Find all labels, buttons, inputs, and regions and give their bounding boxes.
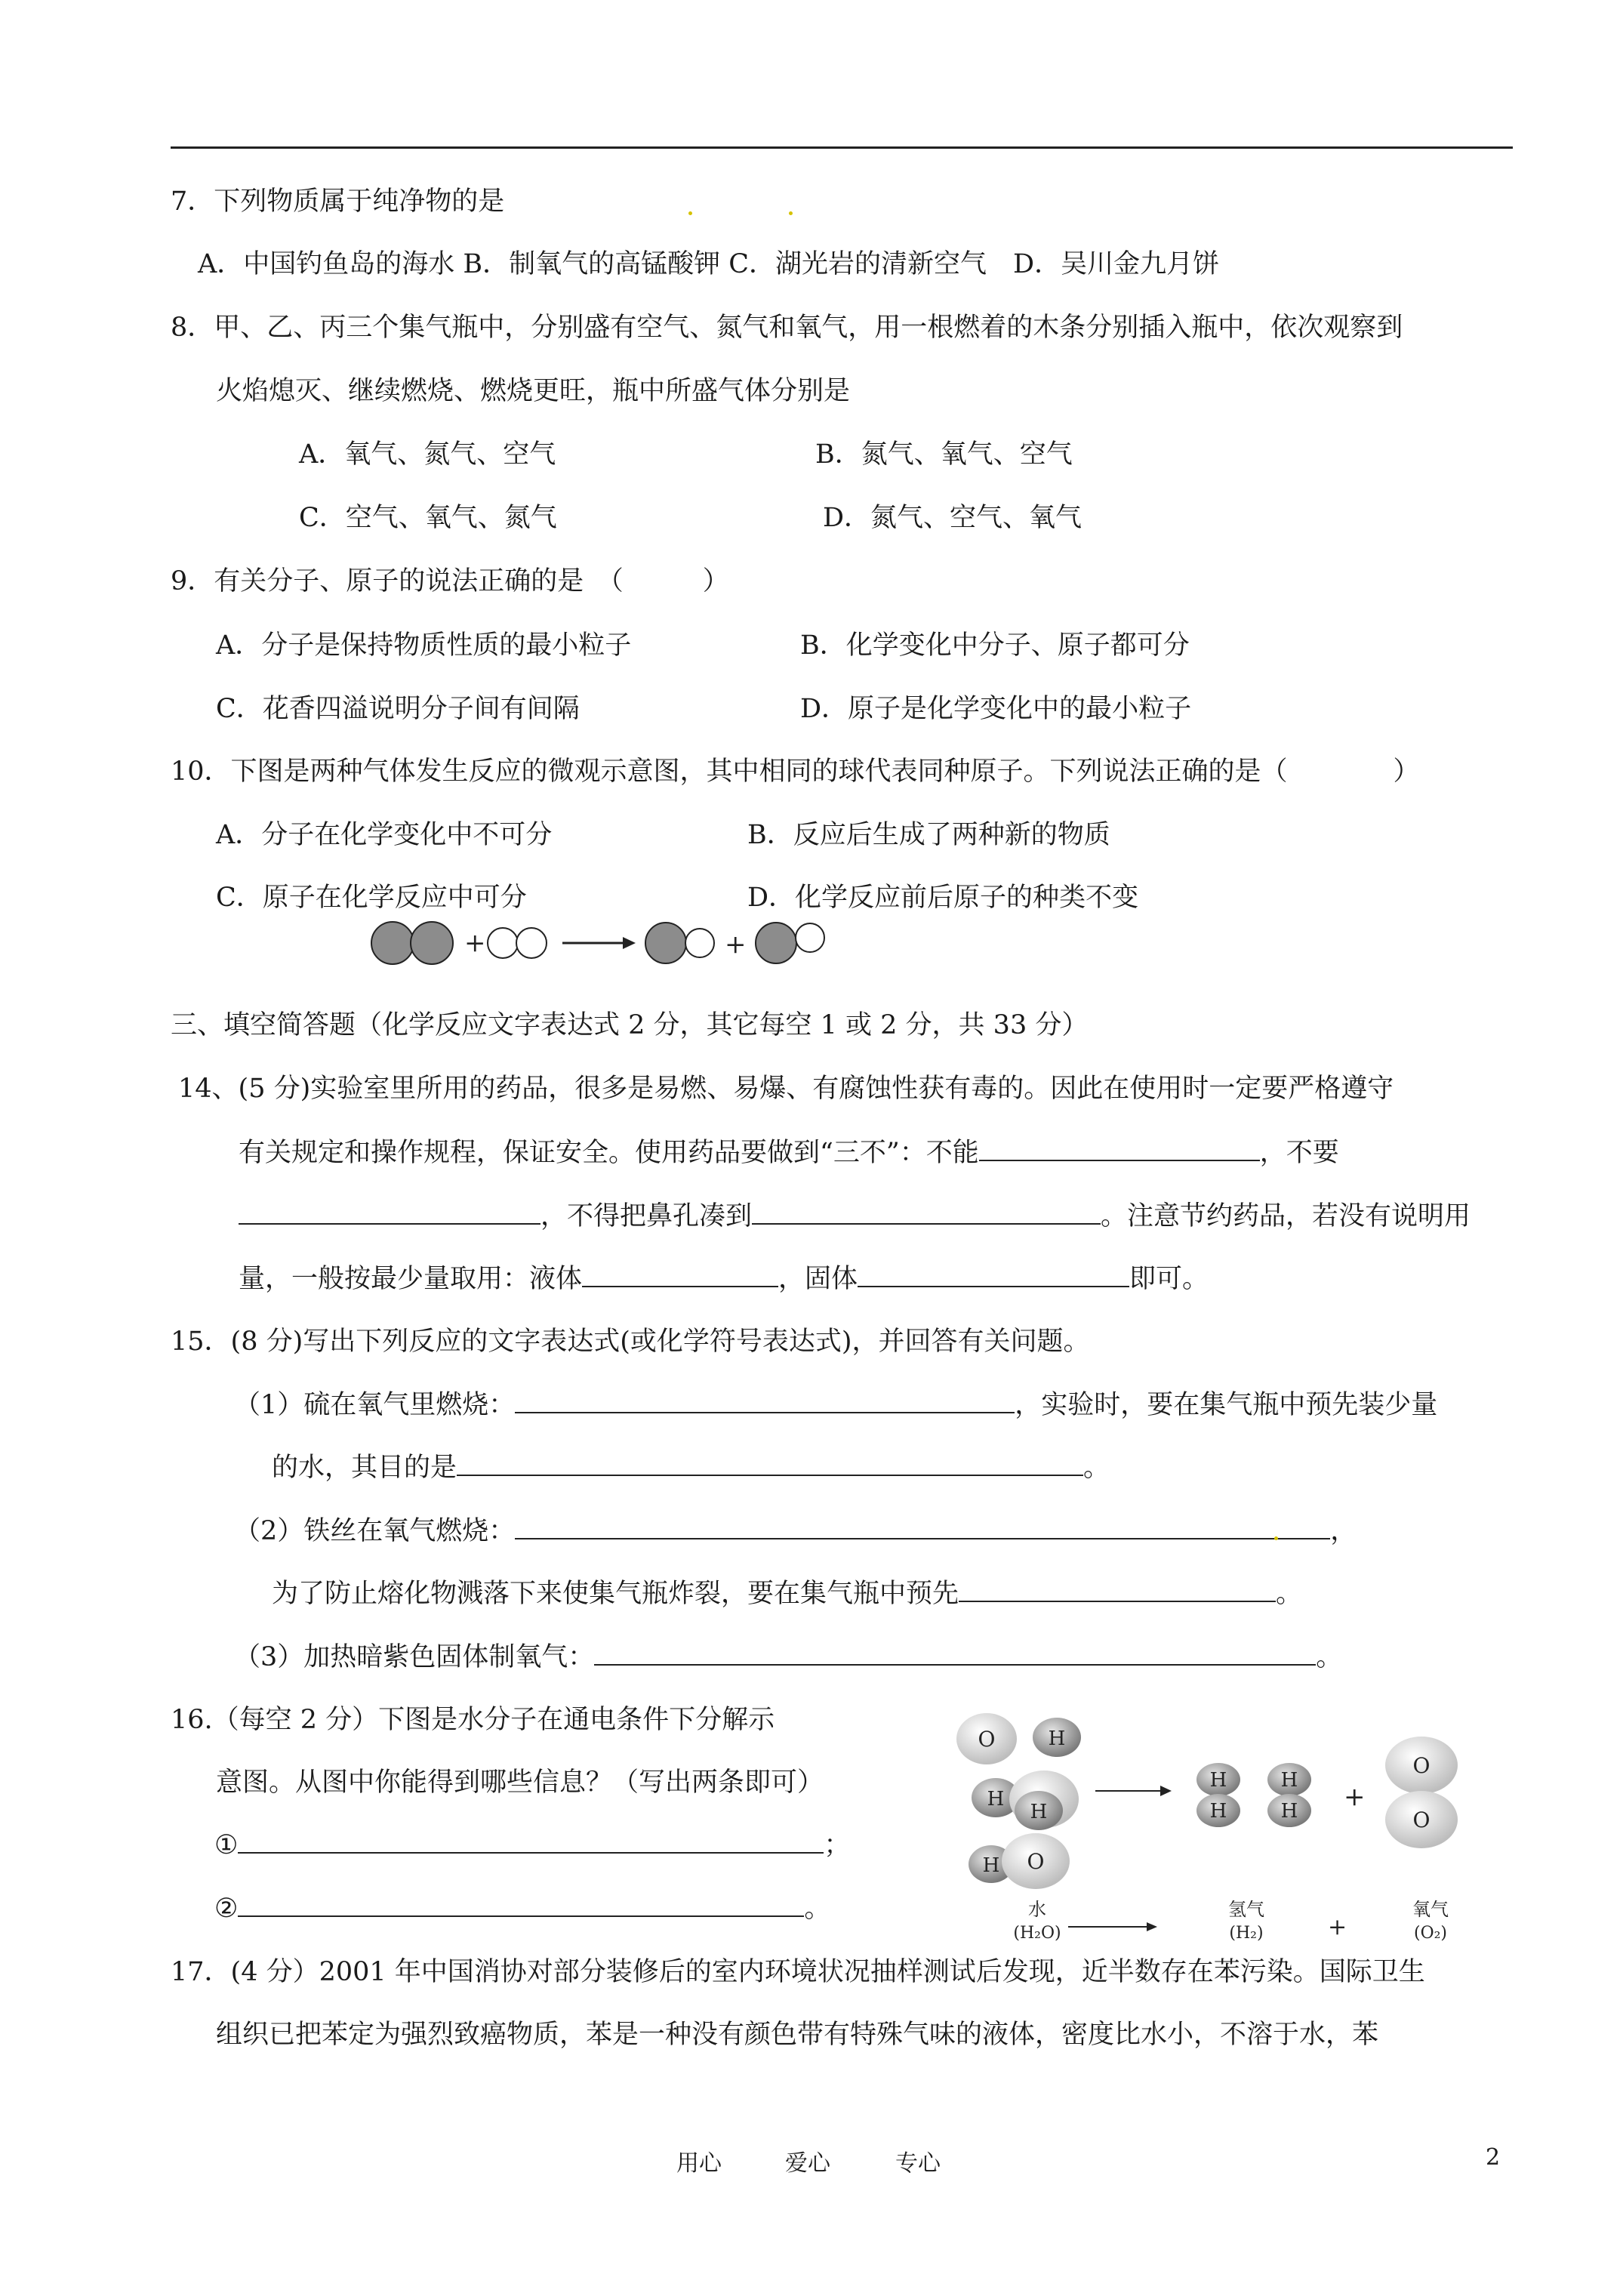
arrow-head xyxy=(1160,1786,1172,1796)
gray-atom xyxy=(756,923,796,963)
q15-part2-line2 xyxy=(272,1578,1302,1610)
q15-part1-purpose-label: 的水，其目的是 xyxy=(272,1453,457,1483)
q15-part2-label: （2）铁丝在氧气燃烧： xyxy=(234,1516,516,1546)
q8-stem-line1: 8．甲、乙、丙三个集气瓶中，分别盛有空气、氮气和氧气，用一根燃着的木条分别插入瓶中，依次观察到 xyxy=(171,313,1403,343)
q14-line2 xyxy=(239,1137,1339,1169)
oxygen-formula: (O₂) xyxy=(1413,1924,1448,1943)
hydrogen-atom-label: H xyxy=(1280,1769,1298,1792)
q15-blank-4[interactable] xyxy=(959,1578,1276,1602)
comma: ， xyxy=(1330,1516,1357,1546)
q15-part2-line1 xyxy=(234,1515,1357,1547)
q16-line1: 16.（每空 2 分）下图是水分子在通电条件下分解示 xyxy=(171,1705,775,1735)
q16-blank-2[interactable] xyxy=(238,1893,804,1917)
plus-sign: + xyxy=(725,929,747,960)
q10-option-a: A．分子在化学变化中不可分 xyxy=(216,820,553,850)
period: 。 xyxy=(804,1894,831,1924)
q10-stem: 10．下图是两种气体发生反应的微观示意图，其中相同的球代表同种原子。下列说法正确的是（ ） xyxy=(171,757,1420,787)
q8-stem-line2: 火焰熄灭、继续燃烧、燃烧更旺，瓶中所盛气体分别是 xyxy=(216,376,851,406)
page-number: 2 xyxy=(1486,2144,1501,2171)
speck xyxy=(789,211,793,215)
q9-option-a: A．分子是保持物质性质的最小粒子 xyxy=(216,630,632,661)
hydrogen-label: 氢气 xyxy=(1228,1899,1264,1920)
reaction-diagram-q10 xyxy=(370,917,853,969)
q10-option-c: C．原子在化学反应中可分 xyxy=(216,883,527,913)
hydrogen-molecule xyxy=(1267,1763,1311,1827)
water-molecule xyxy=(956,1713,1081,1764)
oxygen-atom-label: O xyxy=(1027,1849,1045,1874)
water-molecule xyxy=(969,1833,1070,1889)
arrow-head xyxy=(1147,1922,1157,1931)
reaction-arrow-head xyxy=(623,937,636,949)
period: 。 xyxy=(1316,1642,1343,1672)
q16-answer-2 xyxy=(214,1893,830,1925)
q9-option-b: B．化学变化中分子、原子都可分 xyxy=(800,630,1190,661)
period: 。 xyxy=(1276,1579,1303,1609)
hydrogen-atom-label: H xyxy=(1209,1769,1227,1792)
oxygen-label: 氧气 xyxy=(1412,1899,1449,1920)
q14-line3-text-b: 。注意节约药品，若没有说明用 xyxy=(1101,1201,1471,1231)
q14-line1: 14、(5 分)实验室里所用的药品，很多是易燃、易爆、有腐蚀性获有毒的。因此在使用时一定要严格遵守 xyxy=(178,1074,1394,1104)
period: 。 xyxy=(1083,1453,1110,1483)
q9-option-c: C．花香四溢说明分子间有间隔 xyxy=(216,694,580,724)
q14-blank-1[interactable] xyxy=(979,1137,1260,1161)
white-atom xyxy=(488,928,518,958)
header-rule xyxy=(171,146,1513,149)
q7-stem: 7．下列物质属于纯净物的是 xyxy=(171,186,505,217)
q15-part1-text: ，实验时，要在集气瓶中预先装少量 xyxy=(1015,1390,1438,1420)
footer-word-3: 专心 xyxy=(895,2150,941,2177)
q15-part1-line2 xyxy=(272,1452,1110,1484)
gray-atom xyxy=(411,922,453,964)
plus-sign: + xyxy=(464,928,486,958)
oxygen-atom-label: O xyxy=(1412,1753,1431,1778)
gray-atom xyxy=(645,923,686,963)
hydrogen-atom-label: H xyxy=(1209,1800,1227,1823)
water-molecule xyxy=(972,1771,1079,1830)
q14-line4-text-c: 即可。 xyxy=(1129,1264,1209,1294)
oxygen-atom-label: O xyxy=(1412,1808,1431,1832)
q17-line1: 17．(4 分）2001 年中国消协对部分装修后的室内环境状况抽样测试后发现，近半数存在苯污染。国际卫生 xyxy=(171,1957,1425,1987)
plus-sign: + xyxy=(1344,1782,1366,1812)
semicolon: ； xyxy=(824,1830,851,1860)
q14-blank-2[interactable] xyxy=(239,1200,540,1225)
white-atom xyxy=(796,923,824,952)
oxygen-molecule xyxy=(1385,1737,1458,1848)
q9-stem: 9．有关分子、原子的说法正确的是 （ ） xyxy=(171,566,729,596)
oxygen-atom-label: O xyxy=(978,1727,996,1752)
q10-option-b: B．反应后生成了两种新的物质 xyxy=(747,820,1110,850)
q14-line3-text-a: ，不得把鼻孔凑到 xyxy=(540,1201,753,1231)
q15-part3-line xyxy=(234,1641,1342,1673)
q14-line4 xyxy=(239,1263,1209,1295)
hydrogen-formula: (H₂) xyxy=(1229,1924,1264,1943)
q15-blank-1[interactable] xyxy=(515,1389,1015,1413)
q15-blank-5[interactable] xyxy=(594,1641,1316,1666)
q8-option-a: A．氧气、氮气、空气 xyxy=(299,439,556,470)
q14-line4-text-b: ，固体 xyxy=(778,1264,858,1294)
q15-part2-text: 为了防止熔化物溅落下来使集气瓶炸裂，要在集气瓶中预先 xyxy=(272,1579,959,1609)
gray-atom xyxy=(371,922,414,964)
footer-word-2: 爱心 xyxy=(785,2150,830,2177)
q8-option-b: B．氮气、氧气、空气 xyxy=(815,439,1073,470)
q14-blank-3[interactable] xyxy=(752,1200,1101,1225)
q15-part1-line1 xyxy=(234,1389,1437,1421)
q17-line2: 组织已把苯定为强烈致癌物质，苯是一种没有颜色带有特殊气味的液体，密度比水小，不溶于水，苯 xyxy=(216,2020,1379,2050)
q16-answer-1 xyxy=(214,1829,850,1861)
water-electrolysis-diagram xyxy=(947,1708,1491,1957)
circle-one-mark: ① xyxy=(214,1830,239,1860)
white-atom xyxy=(685,929,714,957)
q9-option-d: D．原子是化学变化中的最小粒子 xyxy=(800,694,1192,724)
q8-option-c: C．空气、氧气、氮气 xyxy=(299,503,557,533)
footer-word-1: 用心 xyxy=(676,2150,722,2177)
q14-line2-text-a: 有关规定和操作规程，保证安全。使用药品要做到“三不”：不能 xyxy=(239,1138,979,1168)
q16-blank-1[interactable] xyxy=(238,1829,824,1854)
q7-options: A．中国钓鱼岛的海水 B．制氧气的高锰酸钾 C．湖光岩的清新空气 D．吴川金九月饼 xyxy=(198,249,1220,279)
q14-blank-5[interactable] xyxy=(858,1263,1129,1287)
q8-option-d: D．氮气、空气、氧气 xyxy=(823,503,1083,533)
q15-part3-label: （3）加热暗紫色固体制氧气： xyxy=(234,1642,595,1672)
white-atom xyxy=(516,928,547,958)
hydrogen-atom-label: H xyxy=(987,1788,1005,1811)
hydrogen-atom-label: H xyxy=(1048,1727,1066,1750)
q16-line2: 意图。从图中你能得到哪些信息？（写出两条即可） xyxy=(216,1767,824,1798)
q14-line3 xyxy=(239,1200,1471,1232)
section3-heading: 三、填空简答题（化学反应文字表达式 2 分，其它每空 1 或 2 分，共 33 分） xyxy=(171,1010,1089,1040)
q15-part1-label: （1）硫在氧气里燃烧： xyxy=(234,1390,516,1420)
q14-line2-text-b: ，不要 xyxy=(1259,1138,1339,1168)
circle-two-mark: ② xyxy=(214,1894,239,1924)
speck xyxy=(1274,1536,1278,1540)
q10-option-d: D．化学反应前后原子的种类不变 xyxy=(747,883,1139,913)
q14-line4-text-a: 量，一般按最少量取用：液体 xyxy=(239,1264,583,1294)
plus-sign: + xyxy=(1328,1914,1347,1940)
hydrogen-atom-label: H xyxy=(982,1854,1000,1877)
water-label: 水 xyxy=(1028,1899,1046,1920)
hydrogen-molecule xyxy=(1196,1763,1240,1827)
hydrogen-atom-label: H xyxy=(1030,1801,1048,1823)
hydrogen-atom-label: H xyxy=(1280,1800,1298,1823)
water-formula: (H₂O) xyxy=(1013,1924,1061,1943)
q15-blank-3[interactable] xyxy=(515,1515,1330,1539)
speck xyxy=(688,211,692,215)
q15-blank-2[interactable] xyxy=(457,1452,1083,1476)
q15-stem: 15．(8 分)写出下列反应的文字表达式(或化学符号表达式)，并回答有关问题。 xyxy=(171,1327,1090,1357)
q14-blank-4[interactable] xyxy=(582,1263,778,1287)
